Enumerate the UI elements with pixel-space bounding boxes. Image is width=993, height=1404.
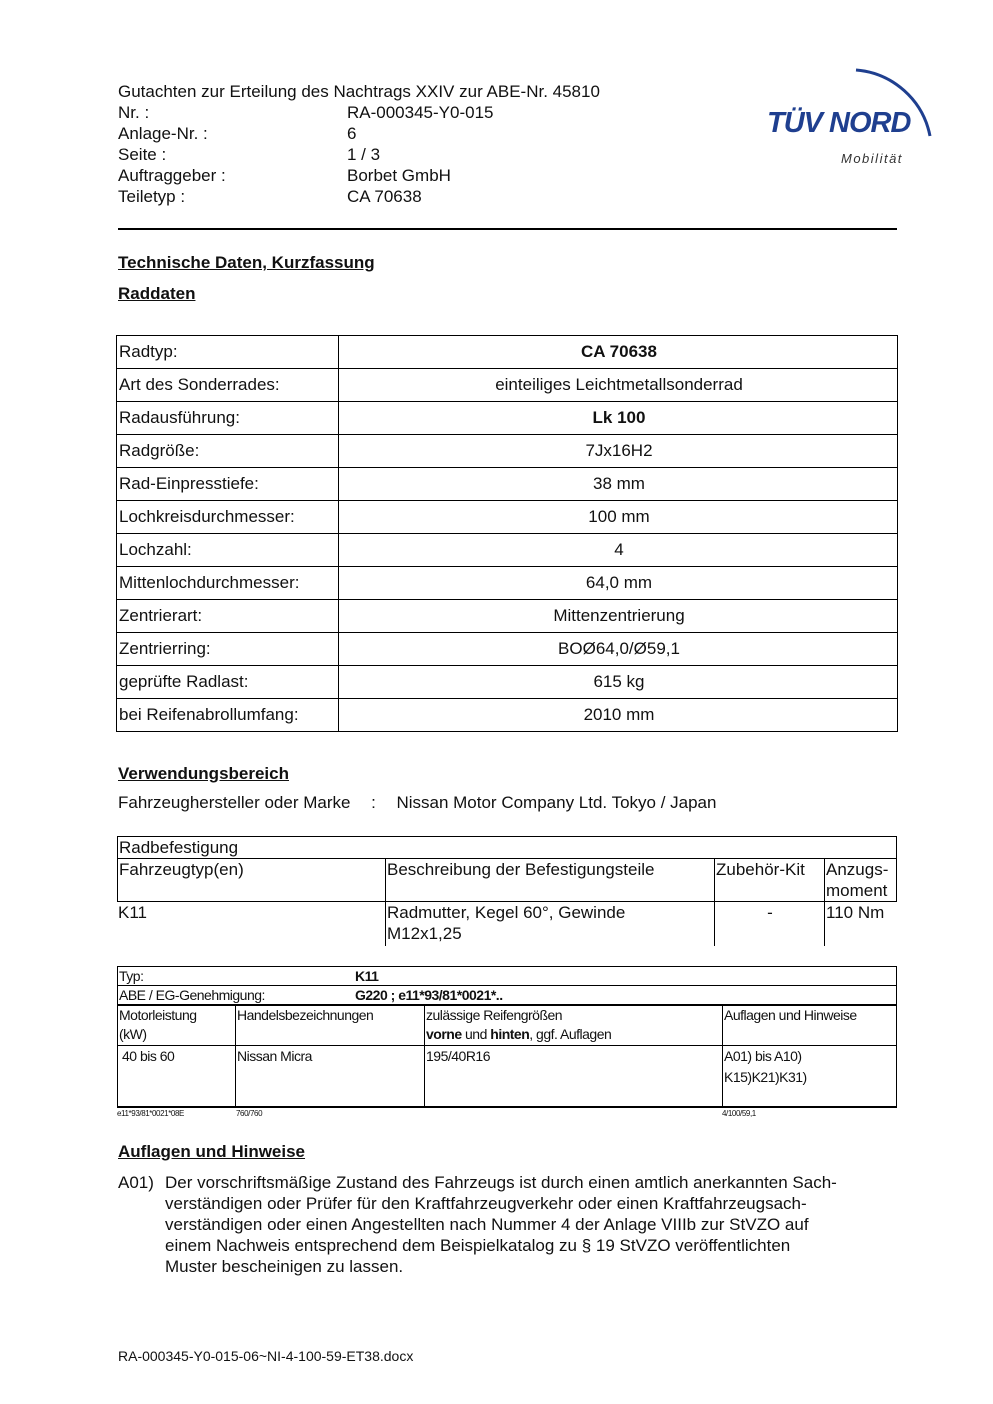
typ-table [117,966,898,1126]
header-reifengroessen: zulässige Reifengrößen vorne und hinten, ggf. Auflagen [424,1006,722,1046]
raddaten-value: BOØ64,0/Ø59,1 [339,633,898,666]
raddaten-label: geprüfte Radlast: [117,666,339,699]
raddaten-label: Zentrierring: [117,633,339,666]
raddaten-label: Radtyp: [117,336,339,369]
footer-filename: RA-000345-Y0-015-06~NI-4-100-59-ET38.docx [118,1348,414,1364]
abe-row: ABE / EG-Genehmigung: G220 ; e11*93/81*0021*.. [117,986,897,1006]
raddaten-label: Lochzahl: [117,534,339,567]
note-size: 760/760 [236,1109,263,1118]
logo-wordmark: TÜV NORD [767,107,911,139]
heading-technische-daten: Technische Daten, Kurzfassung [118,253,375,272]
raddaten-label: Lochkreisdurchmesser: [117,501,339,534]
raddaten-label: Radgröße: [117,435,339,468]
raddaten-label: Art des Sonderrades: [117,369,339,402]
raddaten-value: 4 [339,534,898,567]
radbefestigung-title: Radbefestigung [117,836,897,858]
raddaten-row [117,666,898,699]
row-auflagen: A01) bis A10) K15)K21)K31) [722,1046,897,1108]
raddaten-value: 38 mm [339,468,898,501]
header-divider [118,228,897,230]
raddaten-value: Mittenzentrierung [339,600,898,633]
header-fahrzeugtyp: Fahrzeugtyp(en) [117,858,385,902]
raddaten-value: 615 kg [339,666,898,699]
raddaten-row [117,435,898,468]
raddaten-label: Zentrierart: [117,600,339,633]
header-beschreibung: Beschreibung der Befestigungsteile [385,858,714,902]
verwendung-value: Nissan Motor Company Ltd. Tokyo / Japan [396,793,717,812]
auflage-code: A01) [118,1173,154,1192]
header-auflagen: Auflagen und Hinweise [722,1006,897,1046]
radbefestigung-table [117,836,897,946]
header-motorleistung: Motorleistung (kW) [117,1006,235,1046]
header-zubehoer-kit: Zubehör-Kit [714,858,824,902]
row-motorleistung: 40 bis 60 [117,1046,235,1108]
raddaten-row [117,336,898,369]
row-reifengroesse: 195/40R16 [424,1046,722,1108]
header-row-seite: Seite : 1 / 3 [118,145,381,164]
header-handelsbezeichnungen: Handelsbezeichnungen [235,1006,424,1046]
raddaten-row [117,369,898,402]
raddaten-value: 64,0 mm [339,567,898,600]
raddaten-label: bei Reifenabrollumfang: [117,699,339,732]
raddaten-row [117,534,898,567]
verwendung-row [118,793,716,813]
raddaten-label: Mittenlochdurchmesser: [117,567,339,600]
row-beschreibung: Radmutter, Kegel 60°, Gewinde M12x1,25 [385,902,714,946]
row-fahrzeugtyp: K11 [118,903,147,922]
raddaten-table [116,335,898,732]
row-anzugsmoment: 110 Nm [824,902,897,946]
note-abe-code: e11*93/81*0021*08E [117,1109,184,1118]
header-row-teiletyp: Teiletyp : CA 70638 [118,187,422,206]
raddaten-row [117,600,898,633]
row-zubehoer-kit: - [714,902,824,946]
header-anzugsmoment: Anzugs- moment [824,858,897,902]
raddaten-value: einteiliges Leichtmetallsonderrad [339,369,898,402]
raddaten-row [117,633,898,666]
raddaten-value: Lk 100 [339,402,898,435]
raddaten-row [117,699,898,732]
tuv-nord-logo [764,58,942,170]
typ-row: Typ: K11 [117,966,897,986]
document-title: Gutachten zur Erteilung des Nachtrags XXIV zur ABE-Nr. 45810 [118,82,600,101]
raddaten-row [117,468,898,501]
header-row-auftraggeber: Auftraggeber : Borbet GmbH [118,166,451,185]
raddaten-value: 100 mm [339,501,898,534]
raddaten-row [117,501,898,534]
raddaten-label: Radausführung: [117,402,339,435]
raddaten-label: Rad-Einpresstiefe: [117,468,339,501]
note-pcd: 4/100/59,1 [722,1109,756,1118]
raddaten-value: 7Jx16H2 [339,435,898,468]
raddaten-row [117,567,898,600]
row-handelsbezeichnung: Nissan Micra [235,1046,424,1108]
raddaten-row [117,402,898,435]
heading-raddaten: Raddaten [118,284,196,303]
raddaten-value: CA 70638 [339,336,898,369]
header-row-anlage: Anlage-Nr. : 6 [118,124,357,143]
header-row-nr: Nr. : RA-000345-Y0-015 [118,103,494,122]
logo-subtitle: Mobilität [841,151,903,166]
auflage-text: Der vorschriftsmäßige Zustand des Fahrzeugs ist durch einen amtlich anerkannten Sach- verständigen oder Prüfer für den Kraftfahrzeugverkehr oder einen Kraftfahrzeugsach- verständigen oder einen Angestellten nach Nummer 4 der Anlage VIIIb zur StVZO auf einem Nachweis entsprechend dem Beispielkatalog zu § 19 StVZO veröffentlichten Muster bescheinigen zu lassen. [165,1173,837,1276]
raddaten-value: 2010 mm [339,699,898,732]
heading-verwendungsbereich: Verwendungsbereich [118,764,289,783]
verwendung-label: Fahrzeughersteller oder Marke [118,793,351,812]
document-header [118,81,600,207]
verwendung-separator: : [371,793,376,812]
heading-auflagen: Auflagen und Hinweise [118,1142,306,1161]
